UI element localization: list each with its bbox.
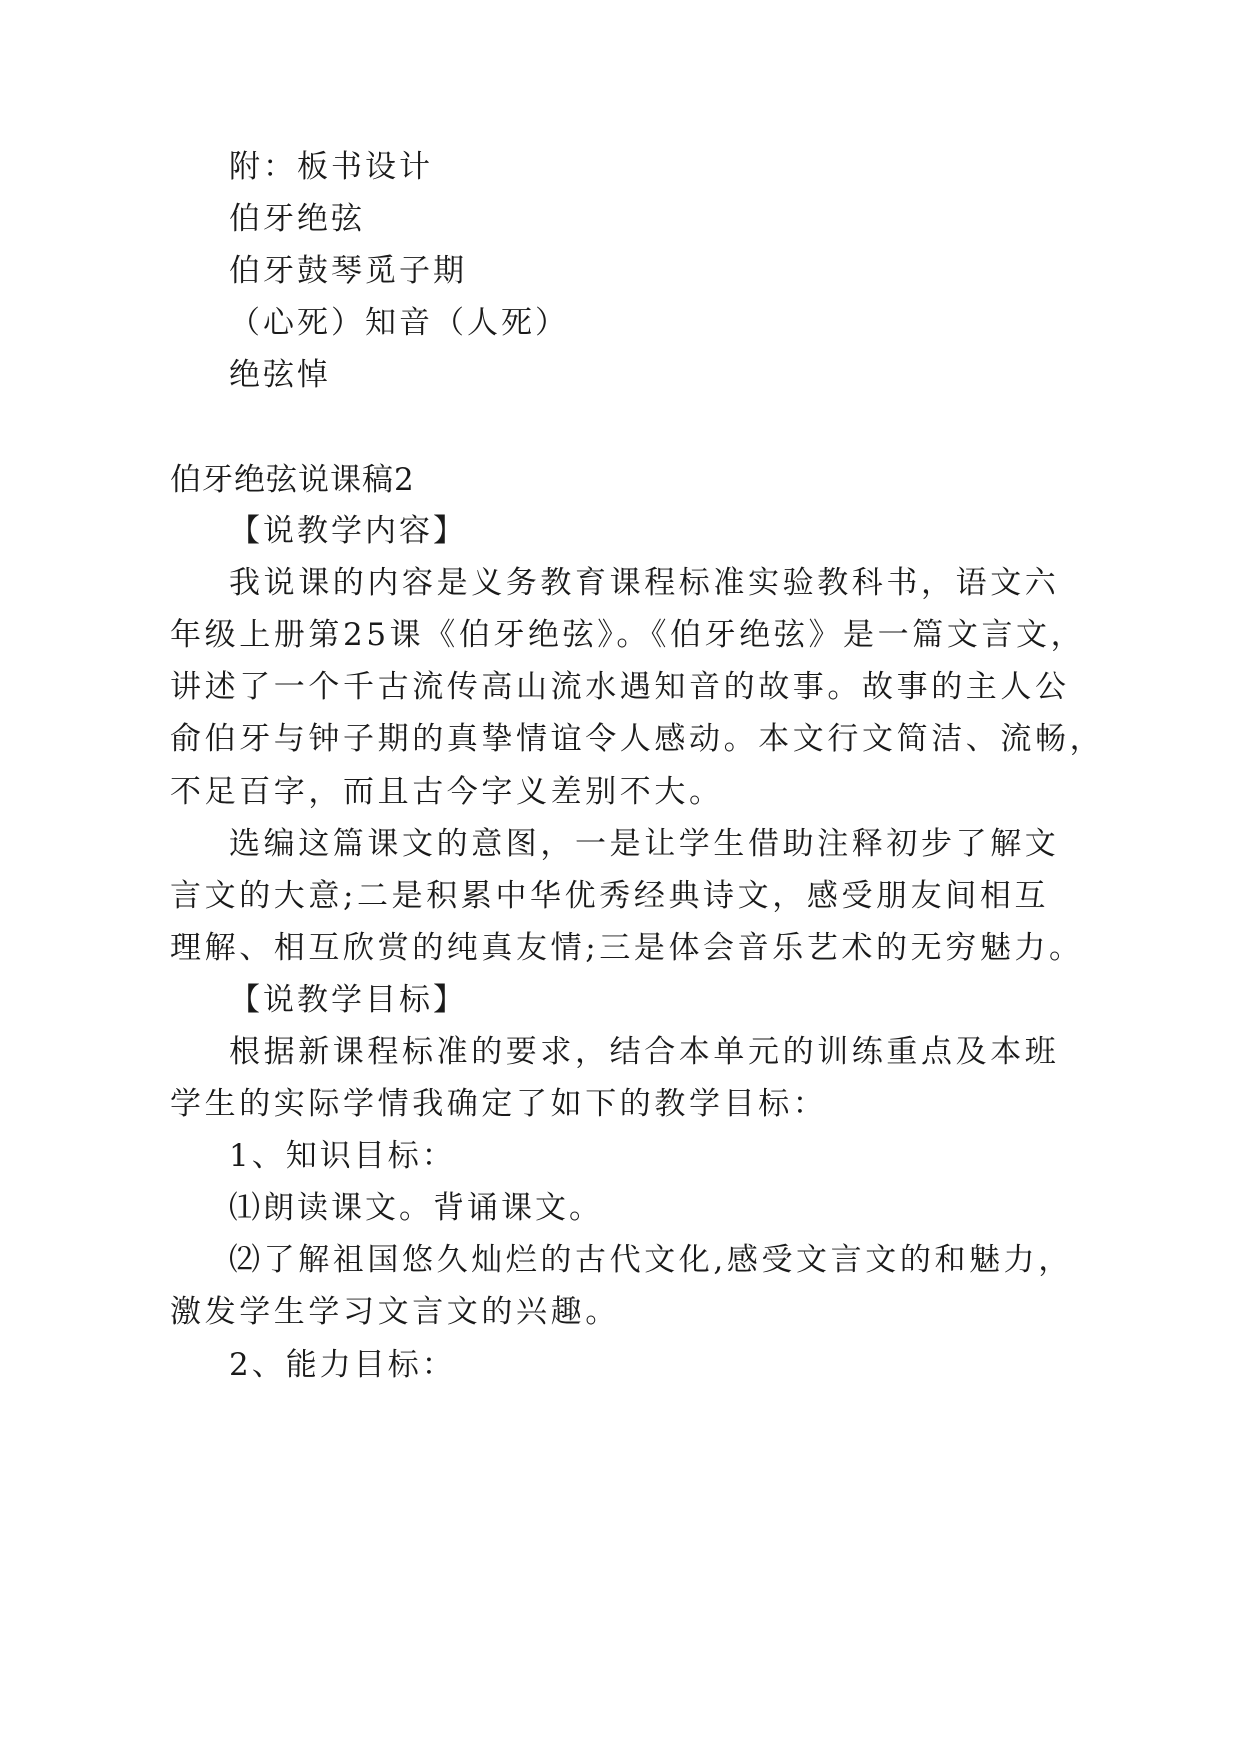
goals-paragraph-line-2: 学生的实际学情我确定了如下的教学目标： (170, 1086, 828, 1122)
intent-paragraph-line-1: 选编这篇课文的意图，一是让学生借助注释初步了解文 (229, 826, 1060, 862)
content-paragraph-line-1: 我说课的内容是义务教育课程标准实验教科书，语文六 (229, 565, 1060, 601)
knowledge-goal-heading: 1、知识目标： (229, 1138, 456, 1174)
knowledge-goal-item-1: ⑴朗读课文。背诵课文。 (229, 1190, 603, 1226)
appendix-line-2: 伯牙鼓琴觅子期 (229, 253, 467, 289)
appendix-line-4: 绝弦悼 (229, 357, 331, 393)
content-paragraph-line-2: 年级上册第25课《伯牙绝弦》。《伯牙绝弦》是一篇文言文， (170, 617, 1086, 653)
intent-paragraph-line-2: 言文的大意;二是积累中华优秀经典诗文，感受朋友间相互 (170, 878, 1050, 914)
content-paragraph-line-3: 讲述了一个千古流传高山流水遇知音的故事。故事的主人公 (170, 669, 1070, 705)
goals-paragraph-line-1: 根据新课程标准的要求，结合本单元的训练重点及本班 (229, 1034, 1060, 1070)
content-paragraph-line-5: 不足百字，而且古今字义差别不大。 (170, 774, 724, 810)
ability-goal-heading: 2、能力目标： (229, 1347, 456, 1383)
appendix-line-3: （心死）知音（人死） (229, 305, 569, 341)
knowledge-goal-item-2-line-1: ⑵了解祖国悠久灿烂的古代文化,感受文言文的和魅力， (229, 1242, 1073, 1278)
content-paragraph-line-4: 俞伯牙与钟子期的真挚情谊令人感动。本文行文简洁、流畅， (170, 721, 1105, 757)
appendix-line-1: 伯牙绝弦 (229, 201, 365, 237)
intent-paragraph-line-3: 理解、相互欣赏的纯真友情;三是体会音乐艺术的无穷魅力。 (170, 930, 1084, 966)
goals-heading: 【说教学目标】 (229, 982, 467, 1018)
section-title: 伯牙绝弦说课稿2 (170, 462, 415, 498)
content-heading: 【说教学内容】 (229, 513, 467, 549)
appendix-heading: 附：板书设计 (229, 149, 433, 185)
knowledge-goal-item-2-line-2: 激发学生学习文言文的兴趣。 (170, 1294, 620, 1330)
